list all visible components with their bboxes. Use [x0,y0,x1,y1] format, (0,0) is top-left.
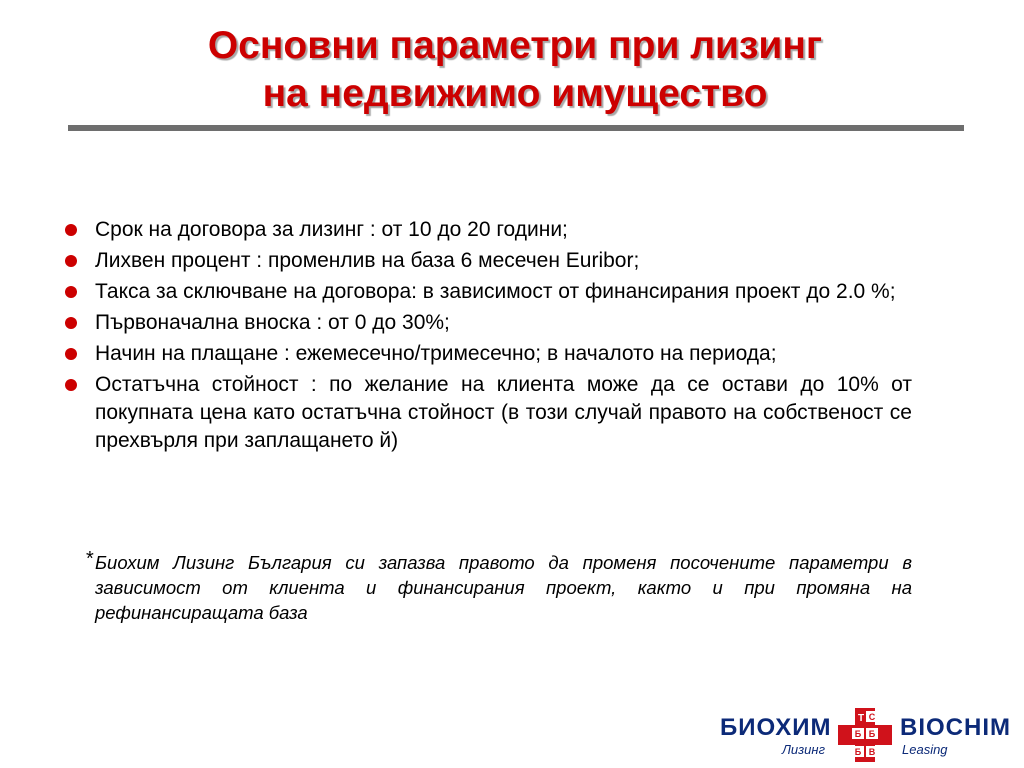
title-divider [68,125,964,131]
slide-title-line-1: Основни параметри при лизинг [207,24,823,67]
list-item [62,309,912,337]
slide-title-line-2: на недвижимо имущество [262,72,768,115]
parameters-list [62,216,912,458]
bullet-dot-icon [65,317,77,329]
list-item-text: Първоначална вноска : от 0 до 30%; [95,311,450,334]
asterisk-marker: * [86,548,94,570]
logo-mark-icon [836,708,894,762]
list-item [62,278,912,306]
list-item-text: Срок на договора за лизинг : от 10 до 20 години; [95,218,568,241]
disclaimer-note [86,550,912,625]
logo-mark-letter: Б [854,729,862,739]
bullet-dot-icon [65,286,77,298]
logo-mark-letter: Т [858,713,865,724]
logo-mark-letter: В [868,747,876,757]
logo-sub-latin: Leasing [902,742,948,757]
logo-mark-letter: Б [854,747,862,757]
list-item-text: Лихвен процент : променлив на база 6 месечен Euribor; [95,249,640,272]
logo-sub-cyrillic: Лизинг [782,742,825,757]
logo-mark-letter: Б [868,729,876,739]
company-logo [720,708,1016,764]
list-item [62,216,912,244]
bullet-dot-icon [65,255,77,267]
bullet-dot-icon [65,348,77,360]
list-item [62,371,912,455]
logo-word-latin: BIOCHIM [900,714,1011,741]
list-item-text: Такса за сключване на договора: в зависимост от финансирания проект до 2.0 %; [95,280,896,303]
slide-title [60,22,970,118]
list-item-text: Остатъчна стойност : по желание на клиента може да се остави до 10% от покупната цена като остатъчна стойност (в този случай правото на собственост се прехвърля при заплащането й) [95,373,912,452]
list-item [62,340,912,368]
list-item-text: Начин на плащане : ежемесечно/тримесечно; в началото на периода; [95,342,777,365]
logo-mark-letter: С [868,712,876,722]
bullet-dot-icon [65,224,77,236]
bullet-dot-icon [65,379,77,391]
list-item [62,247,912,275]
disclaimer-text: Биохим Лизинг България си запазва правото да променя посочените параметри в зависимост от клиента и финансирания проект, както и при промяна на рефинансиращата база [95,552,912,623]
logo-word-cyrillic: БИОХИМ [720,714,832,741]
